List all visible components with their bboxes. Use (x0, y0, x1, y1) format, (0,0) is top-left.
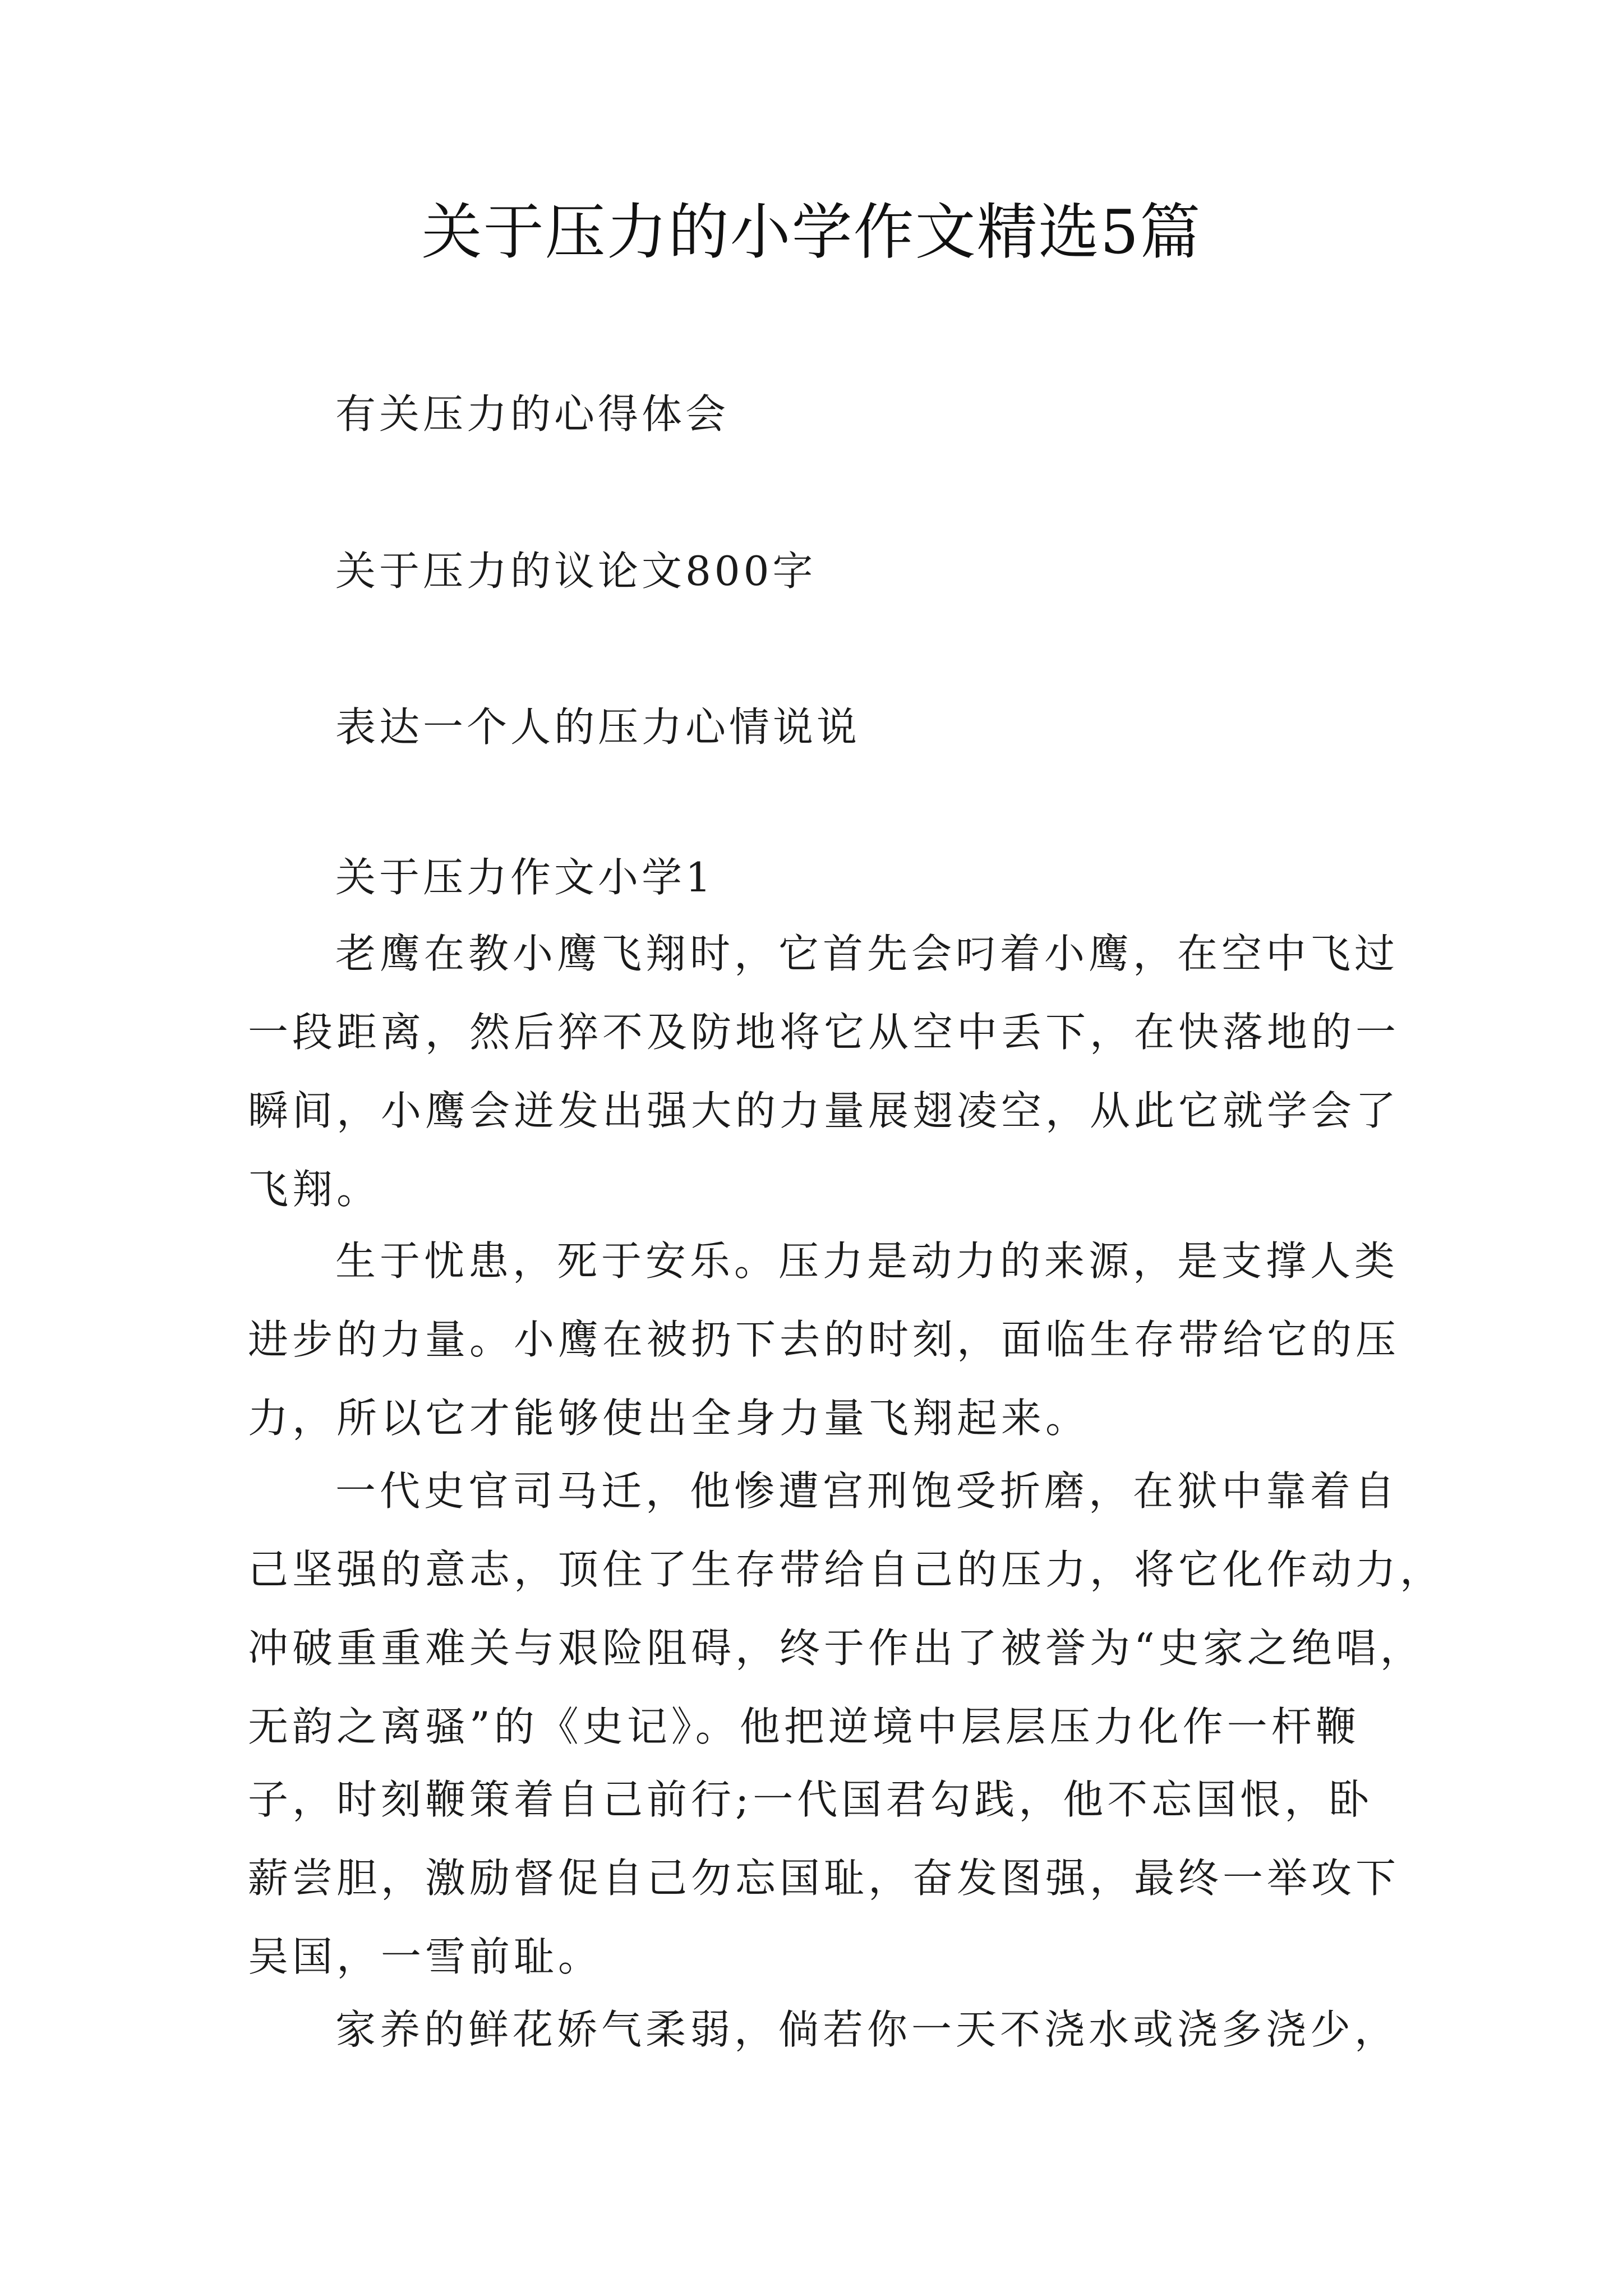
paragraph-line: 己坚强的意志，顶住了生存带给自己的压力，将它化作动力， (248, 1546, 1445, 1593)
paragraph-line: 一段距离，然后猝不及防地将它从空中丢下，在快落地的一 (248, 1009, 1400, 1056)
paragraph-line: 老鹰在教小鹰飞翔时，它首先会叼着小鹰，在空中飞过 (335, 930, 1399, 977)
paragraph-line: 生于忧患，死于安乐。压力是动力的来源，是支撑人类 (335, 1237, 1399, 1285)
paragraph-line: 无韵之离骚”的《史记》。他把逆境中层层压力化作一杆鞭 (248, 1703, 1360, 1750)
paragraph-line: 进步的力量。小鹰在被扔下去的时刻，面临生存带给它的压 (248, 1316, 1400, 1363)
related-link-2[interactable]: 关于压力的议论文800字 (335, 547, 817, 595)
paragraph-line: 飞翔。 (248, 1166, 381, 1213)
paragraph-line: 吴国，一雪前耻。 (248, 1933, 603, 1980)
related-link-1[interactable]: 有关压力的心得体会 (335, 390, 730, 438)
paragraph-line: 家养的鲜花娇气柔弱，倘若你一天不浇水或浇多浇少， (335, 2006, 1399, 2053)
paragraph-line: 子，时刻鞭策着自己前行;一代国君勾践，他不忘国恨，卧 (248, 1776, 1373, 1823)
paragraph-line: 一代史官司马迁，他惨遭宫刑饱受折磨，在狱中靠着自 (335, 1467, 1399, 1515)
paragraph-line: 薪尝胆，激励督促自己勿忘国耻，奋发图强，最终一举攻下 (248, 1855, 1400, 1902)
paragraph-line: 冲破重重难关与艰险阻碍，终于作出了被誉为“史家之绝唱， (248, 1625, 1424, 1672)
paragraph-line: 瞬间，小鹰会迸发出强大的力量展翅凌空，从此它就学会了 (248, 1087, 1400, 1134)
paragraph-line: 力，所以它才能够使出全身力量飞翔起来。 (248, 1395, 1090, 1442)
related-link-3[interactable]: 表达一个人的压力心情说说 (335, 703, 861, 751)
document-title: 关于压力的小学作文精选5篇 (421, 197, 1202, 268)
section-heading: 关于压力作文小学1 (335, 854, 714, 901)
